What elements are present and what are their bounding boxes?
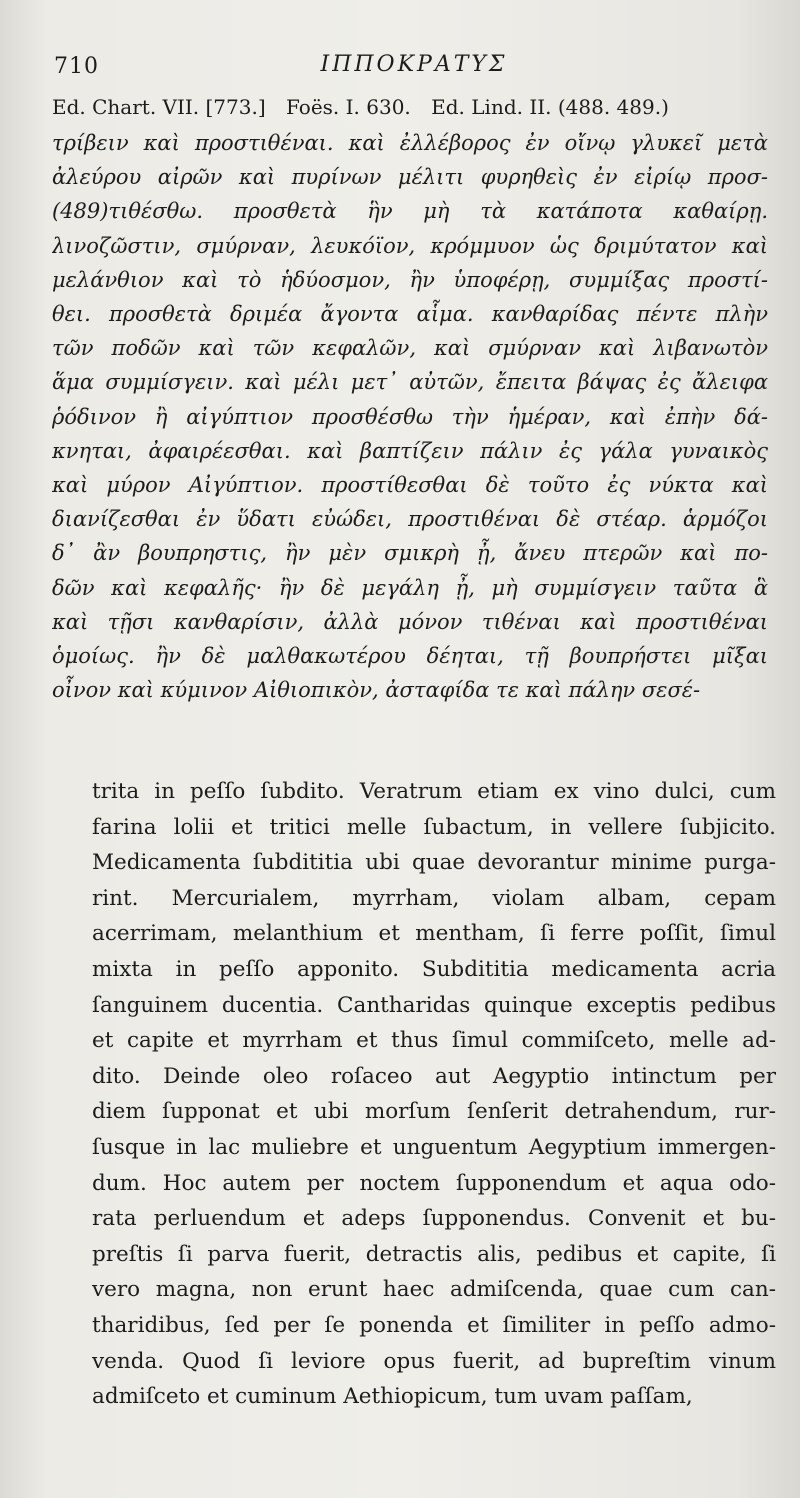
latin-line: admiſceto et cuminum Aethiopicum, tum uvam paſſam,: [92, 1384, 693, 1410]
latin-line: venda. Quod ſi leviore opus fuerit, ad bupreſtim vinum: [92, 1348, 776, 1374]
edition-ref-lind: Ed. Lind. II. (488. 489.): [431, 95, 669, 119]
greek-line: ῥόδινον ἢ αἰγύπτιον προσθέσθω τὴν ἡμέραν, καὶ ἐπὴν δά-: [52, 404, 768, 429]
greek-line: δῶν καὶ κεφαλῆς· ἢν δὲ μεγάλη ᾖ, μὴ συμμίσγειν ταῦτα ἃ: [52, 575, 768, 600]
latin-line: rint. Mercurialem, myrrham, violam albam, cepam: [92, 885, 776, 911]
latin-line: tharidibus, ſed per ſe ponenda et ſimiliter in peſſo admo-: [92, 1312, 776, 1338]
latin-line: acerrimam, melanthium et mentham, ſi ferre poſſit, ſimul: [92, 921, 776, 947]
greek-line: κνηται, ἀφαιρέεσθαι. καὶ βαπτίζειν πάλιν ἐς γάλα γυναικὸς: [52, 438, 768, 463]
greek-line: ὁμοίως. ἢν δὲ μαλθακωτέρου δέηται, τῇ βουπρήστει μῖξαι: [52, 644, 768, 669]
greek-line: τῶν ποδῶν καὶ τῶν κεφαλῶν, καὶ σμύρναν καὶ λιβανωτὸν: [52, 336, 768, 361]
greek-line: θει. προσθετὰ δριμέα ἄγοντα αἷμα. κανθαρίδας πέντε πλὴν: [52, 302, 768, 327]
edition-ref-chart: Ed. Chart. VII. [773.]: [52, 95, 266, 119]
latin-line: vero magna, non erunt haec admiſcenda, quae cum can-: [92, 1277, 776, 1303]
latin-line: ſanguinem ducentia. Cantharidas quinque exceptis pedibus: [92, 992, 776, 1018]
latin-line: diem ſupponat et ubi morſum ſenſerit detrahendum, rur-: [92, 1099, 776, 1125]
latin-line: dito. Deinde oleo roſaceo aut Aegyptio intinctum per: [92, 1063, 776, 1089]
greek-line: (489)τιθέσθω. προσθετὰ ἣν μὴ τὰ κατάποτα καθαίρῃ.: [52, 199, 768, 224]
greek-text-block: [52, 126, 768, 707]
greek-line: καὶ τῇσι κανθαρίσιν, ἀλλὰ μόνον τιθέναι καὶ προστιθέναι: [52, 609, 768, 634]
greek-line: τρίβειν καὶ προστιθέναι. καὶ ἐλλέβορος ἐν οἴνῳ γλυκεῖ μετὰ: [52, 131, 768, 155]
latin-line: mixta in peſſo apponito. Subdititia medicamenta acria: [92, 956, 776, 982]
latin-line: ſusque in lac muliebre et unguentum Aegyptium immergen-: [92, 1134, 776, 1160]
latin-line: et capite et myrrham et thus ſimul commiſceto, melle ad-: [92, 1028, 776, 1054]
greek-line: διανίζεσθαι ἐν ὕδατι εὐώδει, προστιθέναι δὲ στέαρ. ἁρμόζοι: [52, 507, 768, 532]
running-title: ΙΠΠΟΚΡΑΤΥΣ: [320, 52, 508, 77]
greek-line: οἶνον καὶ κύμινον Αἰθιοπικὸν, ἀσταφίδα τε καὶ πάλην σεσέ-: [52, 678, 701, 703]
greek-line: λινοζῶστιν, σμύρναν, λευκόϊον, κρόμμυον ὡς δριμύτατον καὶ: [52, 233, 768, 258]
greek-line: ἅμα συμμίσγειν. καὶ μέλι μετ᾽ αὐτῶν, ἔπειτα βάψας ἐς ἄλειφα: [52, 370, 768, 395]
latin-line: trita in peſſo ſubdito. Veratrum etiam ex vino dulci, cum: [92, 779, 776, 804]
latin-line: preſtis ſi parva fuerit, detractis alis, pedibus et capite, ſi: [92, 1241, 776, 1267]
edition-ref-foes: Foës. I. 630.: [286, 95, 411, 119]
greek-line: μελάνθιον καὶ τὸ ἡδύοσμον, ἢν ὑποφέρῃ, συμμίξας προστί-: [52, 267, 768, 292]
latin-line: rata perluendum et adeps ſupponendus. Convenit et bu-: [92, 1206, 776, 1232]
page-number: 710: [54, 54, 99, 79]
greek-line: δ᾽ ἂν βουπρηστις, ἢν μὲν σμικρὴ ᾖ, ἄνευ πτερῶν καὶ πο-: [52, 541, 768, 566]
greek-line: καὶ μύρον Αἰγύπτιον. προστίθεσθαι δὲ τοῦτο ἐς νύκτα καὶ: [52, 473, 768, 498]
edition-references: [52, 95, 792, 119]
latin-line: dum. Hoc autem per noctem ſupponendum et aqua odo-: [92, 1170, 776, 1196]
page-header: [54, 52, 774, 88]
latin-line: Medicamenta ſubdititia ubi quae devorantur minime purga-: [92, 850, 776, 876]
greek-line: ἀλεύρου αἰρῶν καὶ πυρίνων μέλιτι φυρηθεὶς ἐν εἰρίῳ προσ-: [52, 165, 768, 190]
latin-line: farina lolii et tritici melle ſubactum, in vellere ſubjicito.: [92, 814, 776, 840]
latin-text-block: [92, 774, 776, 1415]
